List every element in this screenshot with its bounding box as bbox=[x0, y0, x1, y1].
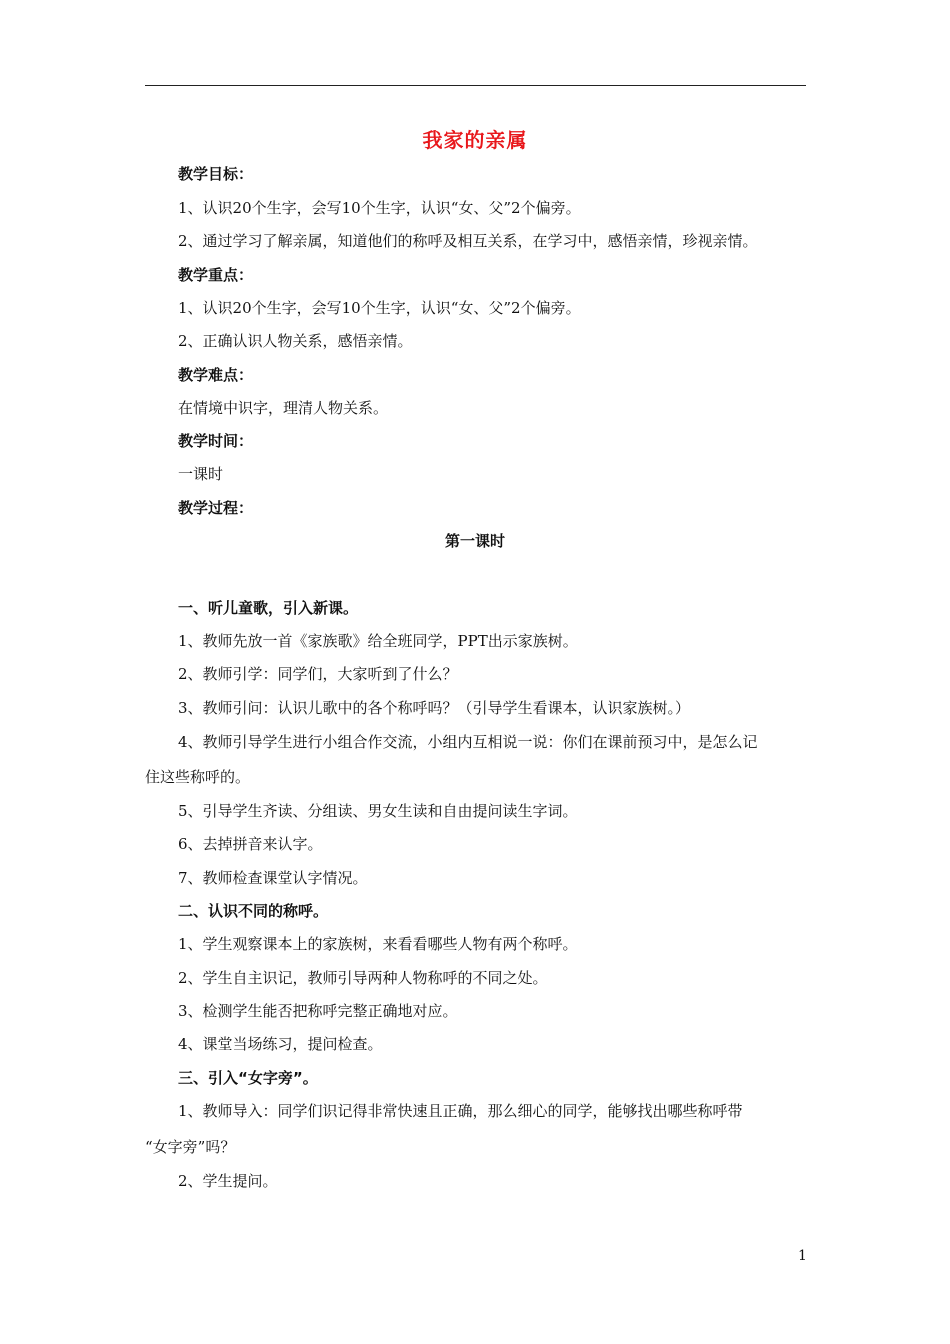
goal-item: 1、认识20个生字，会写10个生字，认识“女、父”2个偏旁。 bbox=[178, 199, 581, 217]
header-rule bbox=[145, 85, 806, 86]
list-item: 2、学生自主识记，教师引导两种人物称呼的不同之处。 bbox=[178, 969, 548, 987]
time-item: 一课时 bbox=[178, 465, 224, 483]
list-item: 5、引导学生齐读、分组读、男女生读和自由提问读生字词。 bbox=[178, 802, 578, 820]
key-points-heading: 教学重点： bbox=[178, 266, 254, 284]
list-item: 2、教师引学：同学们，大家听到了什么？ bbox=[178, 665, 458, 683]
difficulty-item: 在情境中识字，理清人物关系。 bbox=[178, 399, 389, 417]
key-point-item: 1、认识20个生字，会写10个生字，认识“女、父”2个偏旁。 bbox=[178, 299, 581, 317]
list-item: 3、检测学生能否把称呼完整正确地对应。 bbox=[178, 1002, 458, 1020]
list-item: 1、学生观察课本上的家族树，来看看哪些人物有两个称呼。 bbox=[178, 935, 578, 953]
goal-item: 2、通过学习了解亲属，知道他们的称呼及相互关系，在学习中，感悟亲情，珍视亲情。 bbox=[178, 232, 758, 250]
lesson-heading: 第一课时 bbox=[444, 532, 505, 550]
list-item: 3、教师引问：认识儿歌中的各个称呼吗？（引导学生看课本，认识家族树。） bbox=[178, 699, 691, 717]
list-item: 6、去掉拼音来认字。 bbox=[178, 835, 323, 853]
difficulty-heading: 教学难点： bbox=[178, 366, 254, 384]
list-item: 1、教师先放一首《家族歌》给全班同学，PPT出示家族树。 bbox=[178, 632, 578, 650]
list-item-continuation: “女字旁”吗？ bbox=[145, 1138, 236, 1156]
goals-heading: 教学目标： bbox=[178, 165, 254, 183]
list-item: 7、教师检查课堂认字情况。 bbox=[178, 869, 368, 887]
list-item: 1、教师导入：同学们识记得非常快速且正确，那么细心的同学，能够找出哪些称呼带 bbox=[178, 1102, 743, 1120]
list-item-continuation: 住这些称呼的。 bbox=[145, 768, 251, 786]
part3-heading: 三、引入“女字旁”。 bbox=[178, 1069, 318, 1087]
page-number: 1 bbox=[798, 1248, 807, 1264]
document-title: 我家的亲属 bbox=[422, 128, 528, 152]
key-point-item: 2、正确认识人物关系，感悟亲情。 bbox=[178, 332, 413, 350]
process-heading: 教学过程： bbox=[178, 499, 254, 517]
list-item: 4、课堂当场练习，提问检查。 bbox=[178, 1035, 383, 1053]
list-item: 2、学生提问。 bbox=[178, 1172, 278, 1190]
time-heading: 教学时间： bbox=[178, 432, 254, 450]
list-item: 4、教师引导学生进行小组合作交流，小组内互相说一说：你们在课前预习中，是怎么记 bbox=[178, 733, 758, 751]
part2-heading: 二、认识不同的称呼。 bbox=[178, 902, 329, 920]
part1-heading: 一、听儿童歌，引入新课。 bbox=[178, 599, 359, 617]
